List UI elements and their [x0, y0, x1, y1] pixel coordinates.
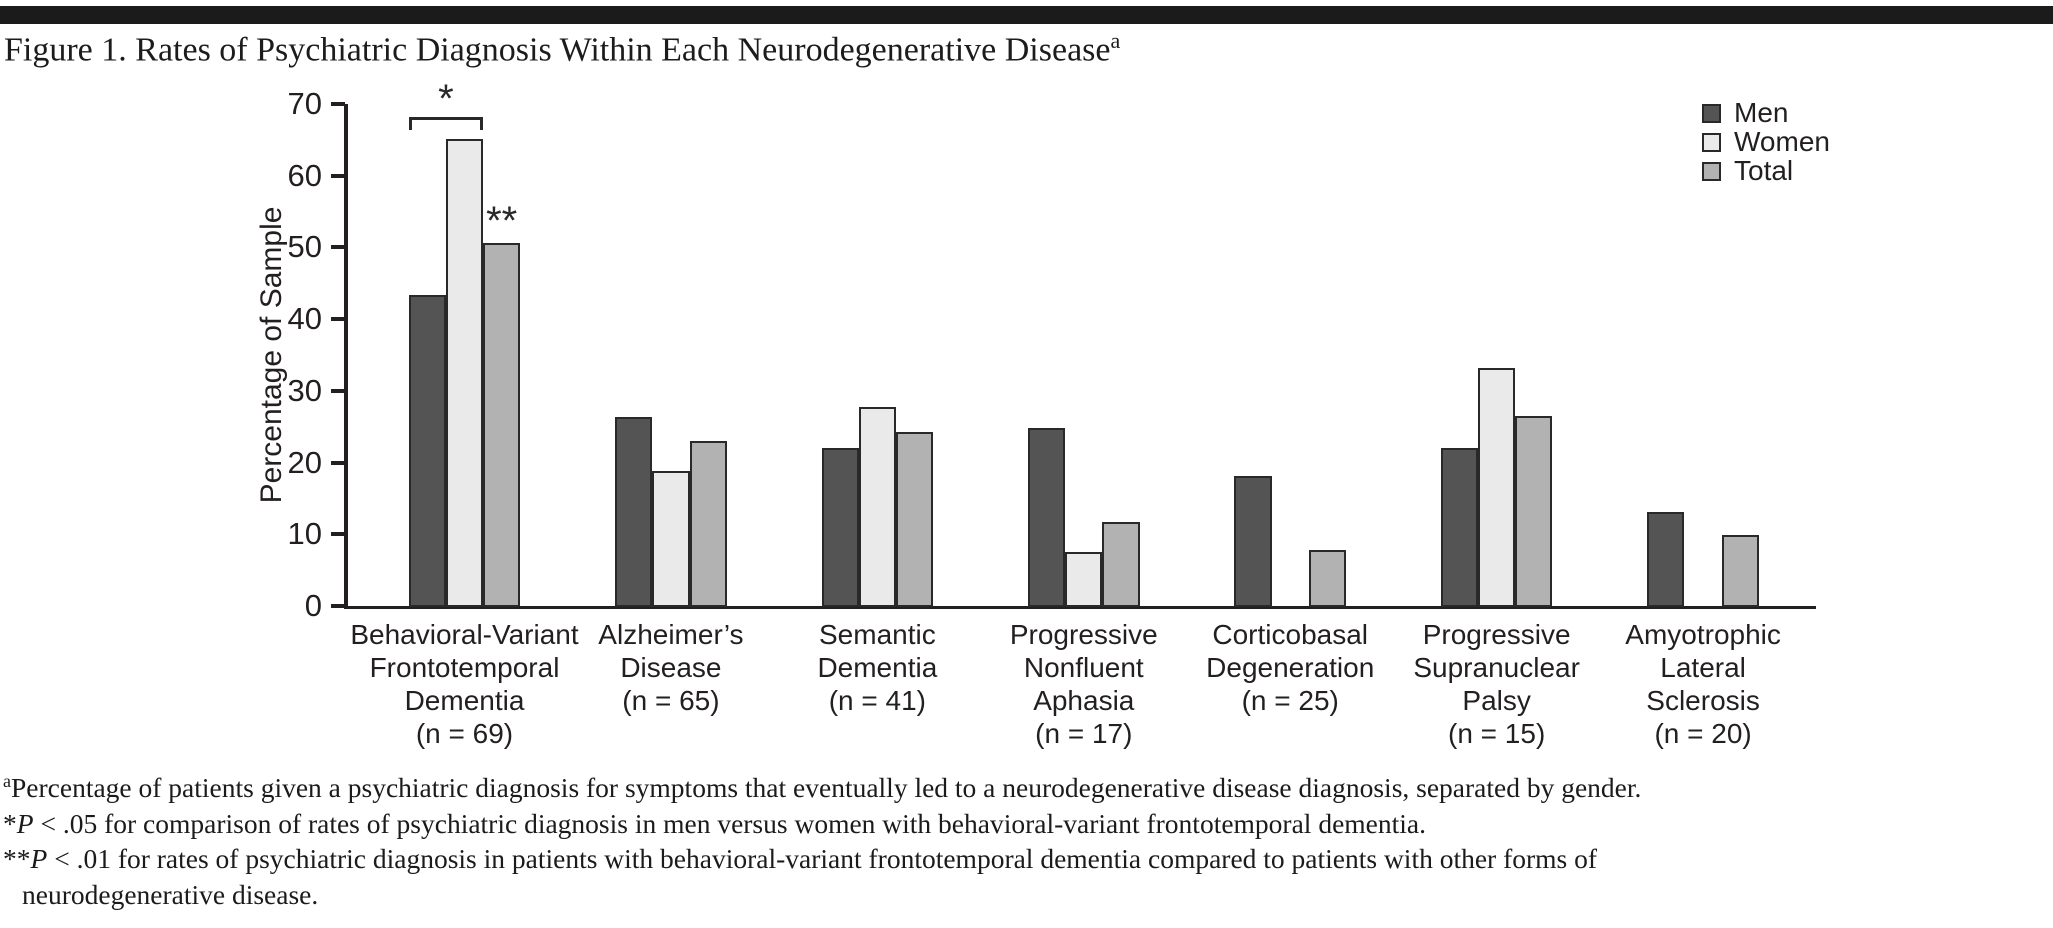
- category-label-line: (n = 20): [1654, 718, 1752, 749]
- y-tick-label: 60: [287, 157, 322, 193]
- legend-label: Women: [1734, 126, 1830, 157]
- category-label-line: Dementia: [404, 685, 525, 716]
- y-tick-label: 50: [287, 229, 322, 265]
- y-axis-line: [344, 104, 348, 606]
- bar-men: [1441, 448, 1478, 607]
- legend-item-women: [1702, 126, 1830, 157]
- figure-title-text: Figure 1. Rates of Psychiatric Diagnosis Within Each Neurodegenerative Disease: [4, 31, 1111, 69]
- bar-total: [1515, 416, 1552, 607]
- bar-men: [1234, 476, 1271, 607]
- category-label-line: Supranuclear: [1413, 652, 1580, 683]
- y-tick-label: 30: [287, 372, 322, 408]
- legend-item-men: [1702, 97, 1830, 128]
- figure-title: [4, 28, 2004, 69]
- category-label-line: (n = 41): [828, 685, 926, 716]
- category-label-line: Frontotemporal: [369, 652, 560, 683]
- category-label-line: Behavioral-Variant: [350, 619, 579, 650]
- bar-total: [896, 432, 933, 607]
- bar-women: [652, 471, 689, 607]
- footnote-single-asterisk: [3, 806, 2043, 842]
- significance-asterisk: *: [438, 76, 454, 121]
- bar-total: [1309, 550, 1346, 607]
- footnote-p-italic: P: [16, 807, 34, 839]
- significance-double-asterisk: **: [486, 199, 518, 244]
- category-label-line: Lateral: [1660, 652, 1746, 683]
- y-tick-mark: [331, 102, 345, 106]
- footnote-double-asterisk-prefix: **: [3, 843, 31, 875]
- y-axis-title: Percentage of Sample: [255, 206, 288, 504]
- y-tick-mark: [331, 461, 345, 465]
- y-tick-label: 40: [287, 301, 322, 337]
- legend-swatch-icon: [1702, 162, 1721, 181]
- footnote-a-superscript: a: [3, 771, 11, 791]
- bar-women: [1478, 368, 1515, 607]
- category-label-line: Nonfluent: [1023, 652, 1144, 683]
- category-label-line: Alzheimer’s: [598, 619, 744, 650]
- legend-swatch-icon: [1702, 133, 1721, 152]
- bar-total: [483, 243, 520, 607]
- footnote-a: [3, 764, 2043, 806]
- category-label-line: (n = 25): [1241, 685, 1339, 716]
- y-tick-mark: [331, 317, 345, 321]
- y-tick-label: 20: [287, 444, 322, 480]
- y-tick-mark: [331, 532, 345, 536]
- bar-men: [615, 417, 652, 607]
- footnote-asterisk-text: < .05 for comparison of rates of psychiatric diagnosis in men versus women with behavioral-variant frontotemporal dementia.: [33, 807, 1426, 839]
- bar-men: [1028, 428, 1065, 607]
- category-label-line: (n = 17): [1035, 718, 1133, 749]
- legend-item-total: [1702, 155, 1830, 186]
- chart-legend: [1702, 97, 1830, 190]
- bar-women: [859, 407, 896, 607]
- y-tick-label: 70: [287, 86, 322, 121]
- category-label-line: Progressive: [1422, 619, 1571, 650]
- category-label-line: Semantic: [819, 619, 936, 650]
- bar-total: [1102, 522, 1139, 607]
- legend-label: Men: [1734, 97, 1789, 128]
- category-label: [1573, 618, 1833, 750]
- legend-label: Total: [1734, 155, 1794, 186]
- y-tick-mark: [331, 174, 345, 178]
- category-label-line: Sclerosis: [1646, 685, 1760, 716]
- bar-total: [690, 441, 727, 607]
- category-label-line: (n = 15): [1448, 718, 1546, 749]
- footnote-p-italic-2: P: [30, 843, 48, 875]
- category-label-line: Degeneration: [1206, 652, 1375, 683]
- footnote-a-text: Percentage of patients given a psychiatric diagnosis for symptoms that eventually led to a neurodegenerative disease diagnosis, separated by gender.: [11, 772, 1642, 804]
- bar-men: [1647, 512, 1684, 607]
- footnote-double-asterisk-wrap: neurodegenerative disease.: [22, 878, 319, 910]
- top-rule: [0, 6, 2053, 24]
- category-label-line: Disease: [620, 652, 722, 683]
- y-tick-mark: [331, 389, 345, 393]
- bar-men: [822, 448, 859, 607]
- category-label-line: Amyotrophic: [1625, 619, 1781, 650]
- footnote-asterisk-prefix: *: [3, 807, 17, 839]
- bar-total: [1722, 535, 1759, 607]
- footnotes: [3, 764, 2043, 912]
- legend-swatch-icon: [1702, 104, 1721, 123]
- category-label-line: Corticobasal: [1212, 619, 1369, 650]
- bar-women: [1065, 552, 1102, 607]
- category-label-line: (n = 65): [622, 685, 720, 716]
- figure-title-superscript: a: [1110, 28, 1121, 53]
- category-label-line: (n = 69): [415, 718, 514, 749]
- bar-women: [446, 139, 483, 607]
- footnote-double-asterisk-text: < .01 for rates of psychiatric diagnosis in patients with behavioral-variant frontotemporal dementia compared to patients with other forms of: [47, 843, 1598, 875]
- footnote-double-asterisk: [3, 841, 2043, 877]
- bar-men: [409, 295, 446, 607]
- y-tick-label: 10: [287, 516, 322, 552]
- category-label-line: Aphasia: [1033, 685, 1135, 716]
- y-tick-mark: [331, 245, 345, 249]
- category-label-line: Palsy: [1462, 685, 1531, 716]
- category-label-line: Progressive: [1009, 619, 1158, 650]
- y-tick-label: 0: [304, 588, 322, 623]
- category-label-line: Dementia: [817, 652, 938, 683]
- y-tick-mark: [331, 604, 345, 608]
